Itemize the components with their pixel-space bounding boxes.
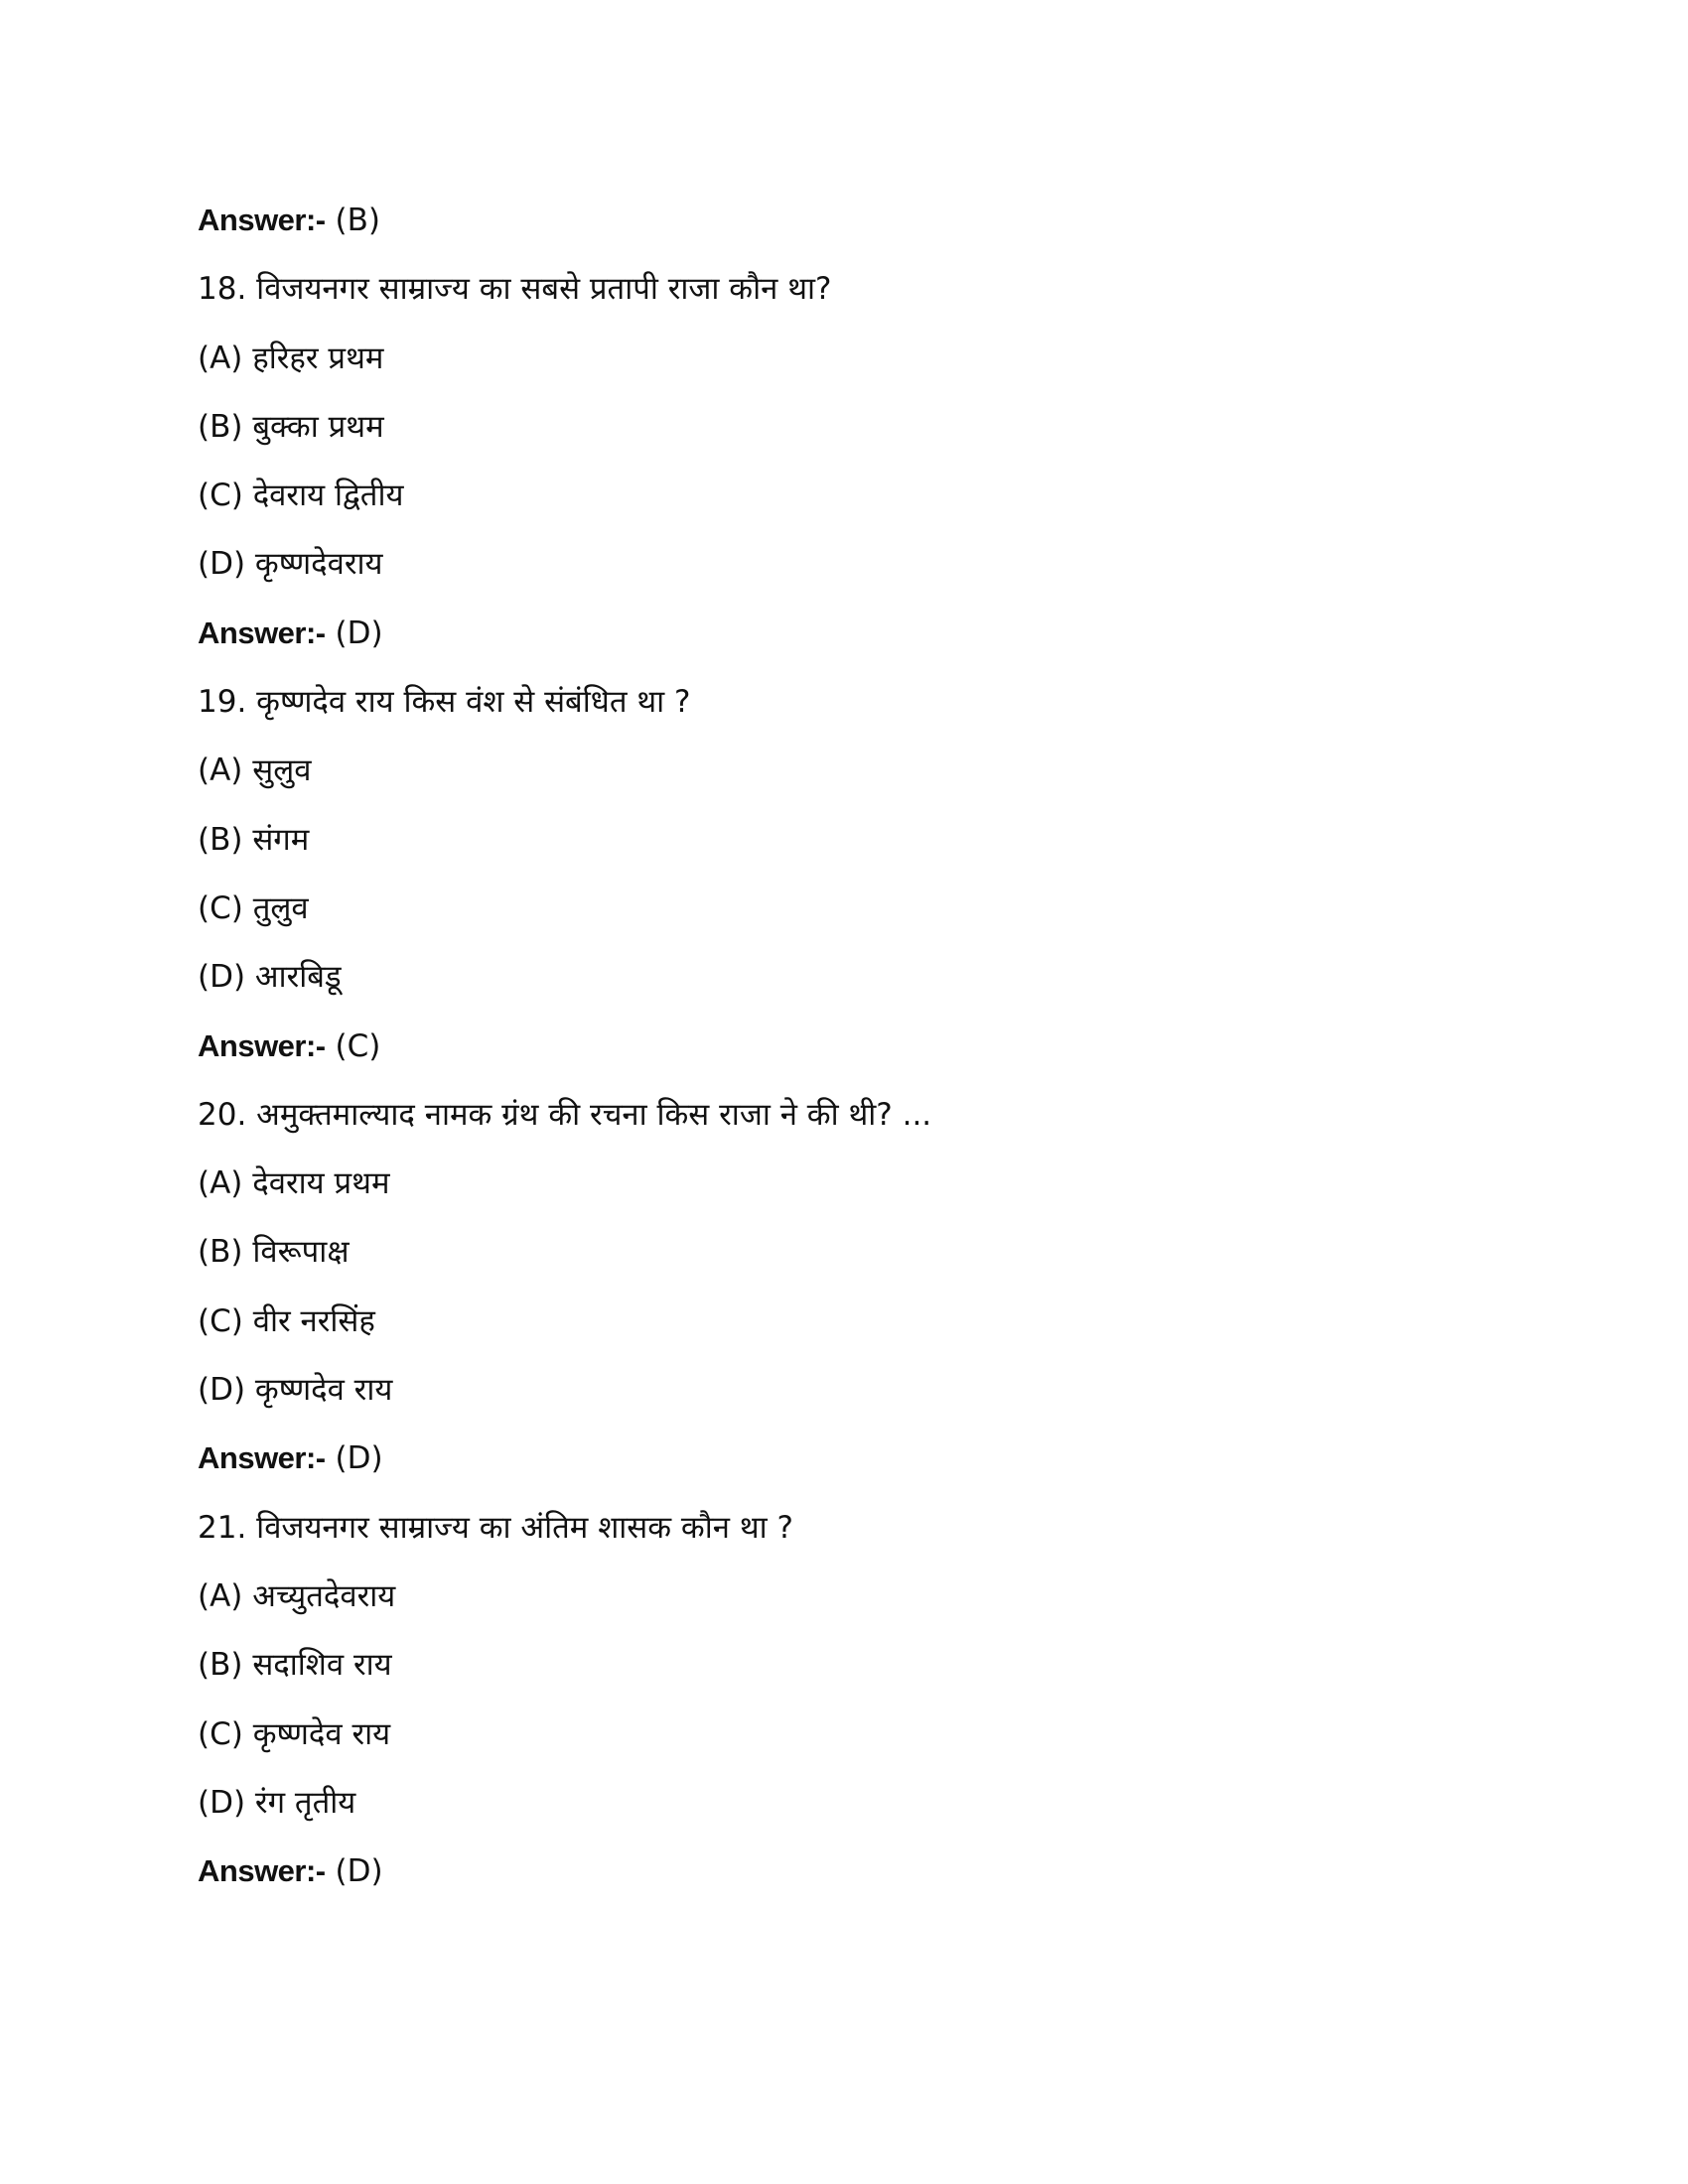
question-text: कृष्णदेव राय किस वंश से संबंधित था ?: [256, 684, 691, 721]
option-key: (D): [198, 1784, 246, 1821]
option-a: [198, 337, 1589, 405]
option-key: (A): [198, 1165, 243, 1202]
option-key: (D): [198, 959, 246, 996]
question-number: 21.: [198, 1509, 247, 1546]
option-b: [198, 1230, 1589, 1298]
answer-label: Answer:-: [198, 1440, 326, 1476]
option-c: [198, 1299, 1589, 1368]
option-key: (D): [198, 1372, 246, 1409]
answer-label: Answer:-: [198, 1027, 326, 1063]
question-number: 19.: [198, 684, 247, 721]
option-text: अच्युतदेवराय: [252, 1577, 396, 1614]
option-a: [198, 1161, 1589, 1230]
option-c: [198, 887, 1589, 955]
question-number: 20.: [198, 1096, 247, 1133]
option-b: [198, 405, 1589, 474]
option-text: रंग तृतीय: [254, 1784, 356, 1821]
option-key: (C): [198, 478, 243, 514]
answer-line: [198, 199, 1589, 267]
option-d: [198, 542, 1589, 611]
option-text: आरबिडू: [254, 959, 342, 996]
option-b: [198, 818, 1589, 887]
option-text: वीर नरसिंह: [252, 1302, 375, 1339]
option-key: (B): [198, 1234, 243, 1271]
option-text: देवराय द्वितीय: [252, 478, 404, 514]
option-text: बुक्का प्रथम: [252, 408, 384, 445]
option-key: (A): [198, 1577, 243, 1614]
option-d: [198, 955, 1589, 1024]
option-key: (C): [198, 889, 243, 926]
question-text: विजयनगर साम्राज्य का सबसे प्रतापी राजा कौन था?: [256, 271, 832, 308]
option-key: (D): [198, 546, 246, 583]
answer-value: (D): [325, 1853, 383, 1890]
option-key: (A): [198, 752, 243, 789]
option-b: [198, 1643, 1589, 1711]
option-d: [198, 1368, 1589, 1436]
option-key: (C): [198, 1715, 243, 1752]
option-a: [198, 749, 1589, 817]
question-text: अमुक्तमाल्याद नामक ग्रंथ की रचना किस राजा ने की थी? ...: [256, 1096, 932, 1133]
answer-value: (D): [325, 614, 383, 651]
question-number: 18.: [198, 271, 247, 308]
option-text: कृष्णदेव राय: [254, 1372, 393, 1409]
answer-line: [198, 612, 1589, 680]
option-text: देवराय प्रथम: [252, 1165, 390, 1202]
question-21: [198, 1506, 1589, 1574]
option-text: संगम: [252, 821, 310, 858]
option-text: कृष्णदेवराय: [254, 546, 383, 583]
option-text: हरिहर प्रथम: [252, 340, 384, 376]
question-18: [198, 267, 1589, 336]
question-text: विजयनगर साम्राज्य का अंतिम शासक कौन था ?: [256, 1509, 793, 1546]
answer-label: Answer:-: [198, 614, 326, 650]
option-key: (B): [198, 1647, 243, 1684]
answer-line: [198, 1849, 1589, 1918]
option-key: (A): [198, 340, 243, 376]
answer-line: [198, 1024, 1589, 1093]
answer-value: (D): [325, 1440, 383, 1477]
option-key: (C): [198, 1302, 243, 1339]
document-page: [198, 199, 1589, 1918]
option-key: (B): [198, 408, 243, 445]
option-key: (B): [198, 821, 243, 858]
option-text: सुलुव: [252, 752, 312, 789]
question-20: [198, 1093, 1589, 1161]
option-d: [198, 1781, 1589, 1849]
option-text: सदाशिव राय: [252, 1647, 392, 1684]
answer-value: (C): [325, 1027, 381, 1064]
question-19: [198, 680, 1589, 749]
answer-value: (B): [325, 203, 380, 238]
option-c: [198, 474, 1589, 542]
option-text: विरूपाक्ष: [252, 1234, 350, 1271]
option-text: कृष्णदेव राय: [252, 1715, 391, 1752]
answer-label: Answer:-: [198, 1853, 326, 1889]
answer-line: [198, 1436, 1589, 1505]
answer-label: Answer:-: [198, 203, 326, 237]
option-text: तुलुव: [252, 889, 309, 926]
option-c: [198, 1712, 1589, 1781]
option-a: [198, 1574, 1589, 1643]
